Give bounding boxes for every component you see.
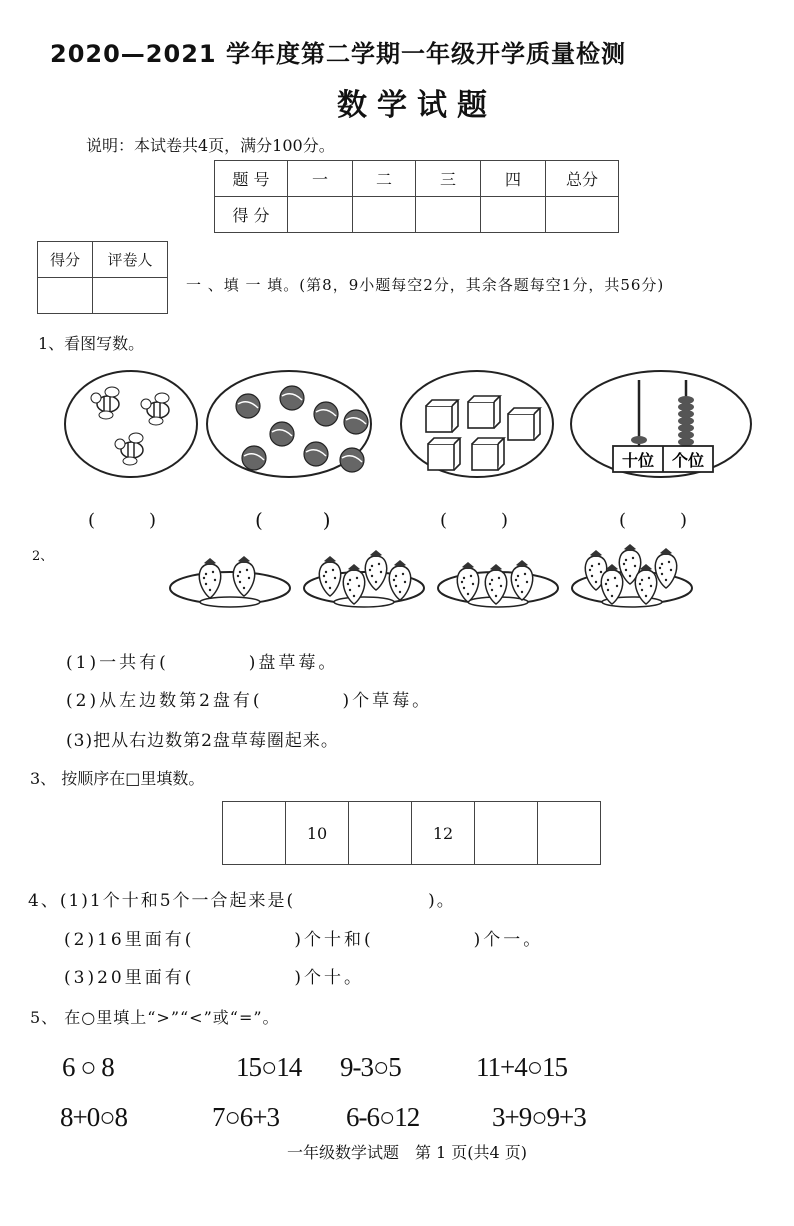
score-input-cell[interactable] [288, 197, 353, 233]
plate-3 [438, 560, 558, 607]
exam-subtitle: 数学试题 [337, 88, 497, 123]
balls-oval [207, 371, 371, 477]
q5-item[interactable]: 9-3○5 [340, 1052, 401, 1082]
cube-icon [472, 438, 504, 470]
q1-pictures [60, 368, 760, 488]
q5-item[interactable]: 6 ○ 8 [62, 1052, 114, 1082]
q5-label: 5、 在○里填上“>”“<”或“=”。 [30, 1008, 280, 1027]
page-footer: 一年级数学试题 第 1 页(共4 页) [286, 1143, 528, 1162]
q2-line-2: (2)从左边数第2盘有( )个草莓。 [66, 691, 433, 711]
grader-score-cell[interactable] [38, 278, 93, 314]
sequence-box: 10 [286, 802, 349, 865]
cube-icon [428, 438, 460, 470]
q5-item[interactable]: 7○6+3 [212, 1102, 280, 1132]
plate-1 [170, 556, 290, 607]
abacus-bead [678, 396, 694, 404]
bee-icon [141, 393, 169, 425]
abacus-bead [678, 431, 694, 439]
score-input-cell[interactable] [353, 197, 416, 233]
grader-name-cell[interactable] [93, 278, 168, 314]
abacus-bead [678, 438, 694, 446]
score-input-cell[interactable] [546, 197, 619, 233]
q5-item[interactable]: 15○14 [236, 1052, 302, 1082]
q2-strawberry-plates [160, 540, 780, 620]
q1-answer-2[interactable]: ( ) [255, 508, 331, 532]
q4-line-1: 4、(1)1个十和5个一合起来是( )。 [28, 891, 456, 911]
grader-score-header: 得分 [38, 242, 93, 278]
cubes-oval [401, 371, 553, 477]
score-table [214, 160, 619, 233]
sequence-box: 12 [412, 802, 475, 865]
cube-icon [508, 408, 540, 440]
abacus-bead [678, 417, 694, 425]
abacus-bead [678, 424, 694, 432]
abacus-ones-label: 个位 [671, 451, 705, 470]
exam-title: 2020—2021 学年度第二学期一年级开学质量检测 [50, 40, 626, 68]
score-header-cell: 三 [416, 161, 481, 197]
cubes [426, 396, 540, 470]
q4-line-3: (3)20里面有( )个十。 [64, 968, 364, 988]
plate-2 [304, 550, 424, 607]
score-input-cell[interactable] [416, 197, 481, 233]
bees-oval [65, 371, 197, 477]
bee-icon [91, 387, 119, 419]
cube-icon [468, 396, 500, 428]
bee-icon [115, 433, 143, 465]
section1-title: 一 、填 一 填。(第8，9小题每空2分，其余各题每空1分，共56分) [186, 276, 665, 294]
q3-label: 3、 按顺序在□里填数。 [30, 769, 205, 788]
q2-line-3: (3)把从右边数第2盘草莓圈起来。 [66, 731, 339, 751]
abacus-oval [571, 371, 751, 477]
plate-4 [572, 544, 692, 607]
q1-answer-3[interactable]: ( ) [440, 510, 509, 531]
q1-answer-4[interactable]: ( ) [619, 510, 688, 531]
abacus-bead [678, 410, 694, 418]
grader-table [37, 241, 168, 314]
q2-line-1: (1)一共有( )盘草莓。 [66, 653, 339, 673]
abacus-bead [678, 403, 694, 411]
score-input-cell[interactable] [481, 197, 546, 233]
sequence-box[interactable] [475, 802, 538, 865]
score-header-cell: 题 号 [215, 161, 288, 197]
sequence-box[interactable] [538, 802, 601, 865]
score-header-cell: 总分 [546, 161, 619, 197]
score-header-cell: 二 [353, 161, 416, 197]
q4-line-2: (2)16里面有( )个十和( )个一。 [64, 930, 544, 950]
q5-item[interactable]: 6-6○12 [346, 1102, 420, 1132]
abacus-bead [631, 436, 647, 444]
grader-name-header: 评卷人 [93, 242, 168, 278]
cube-icon [426, 400, 458, 432]
score-header-cell: 一 [288, 161, 353, 197]
q2-label: 2、 [32, 549, 54, 564]
q1-answer-1[interactable]: ( ) [88, 510, 157, 531]
abacus-tens-label: 十位 [621, 451, 655, 470]
q1-label: 1、看图写数。 [38, 334, 145, 353]
q5-item[interactable]: 3+9○9+3 [492, 1102, 586, 1132]
q5-item[interactable]: 11+4○15 [476, 1052, 568, 1082]
q3-sequence-boxes [222, 801, 601, 865]
sequence-box[interactable] [349, 802, 412, 865]
score-row-label: 得 分 [215, 197, 288, 233]
exam-note: 说明：本试卷共4页，满分100分。 [86, 136, 335, 155]
sequence-box[interactable] [223, 802, 286, 865]
q5-item[interactable]: 8+0○8 [60, 1102, 128, 1132]
score-header-cell: 四 [481, 161, 546, 197]
